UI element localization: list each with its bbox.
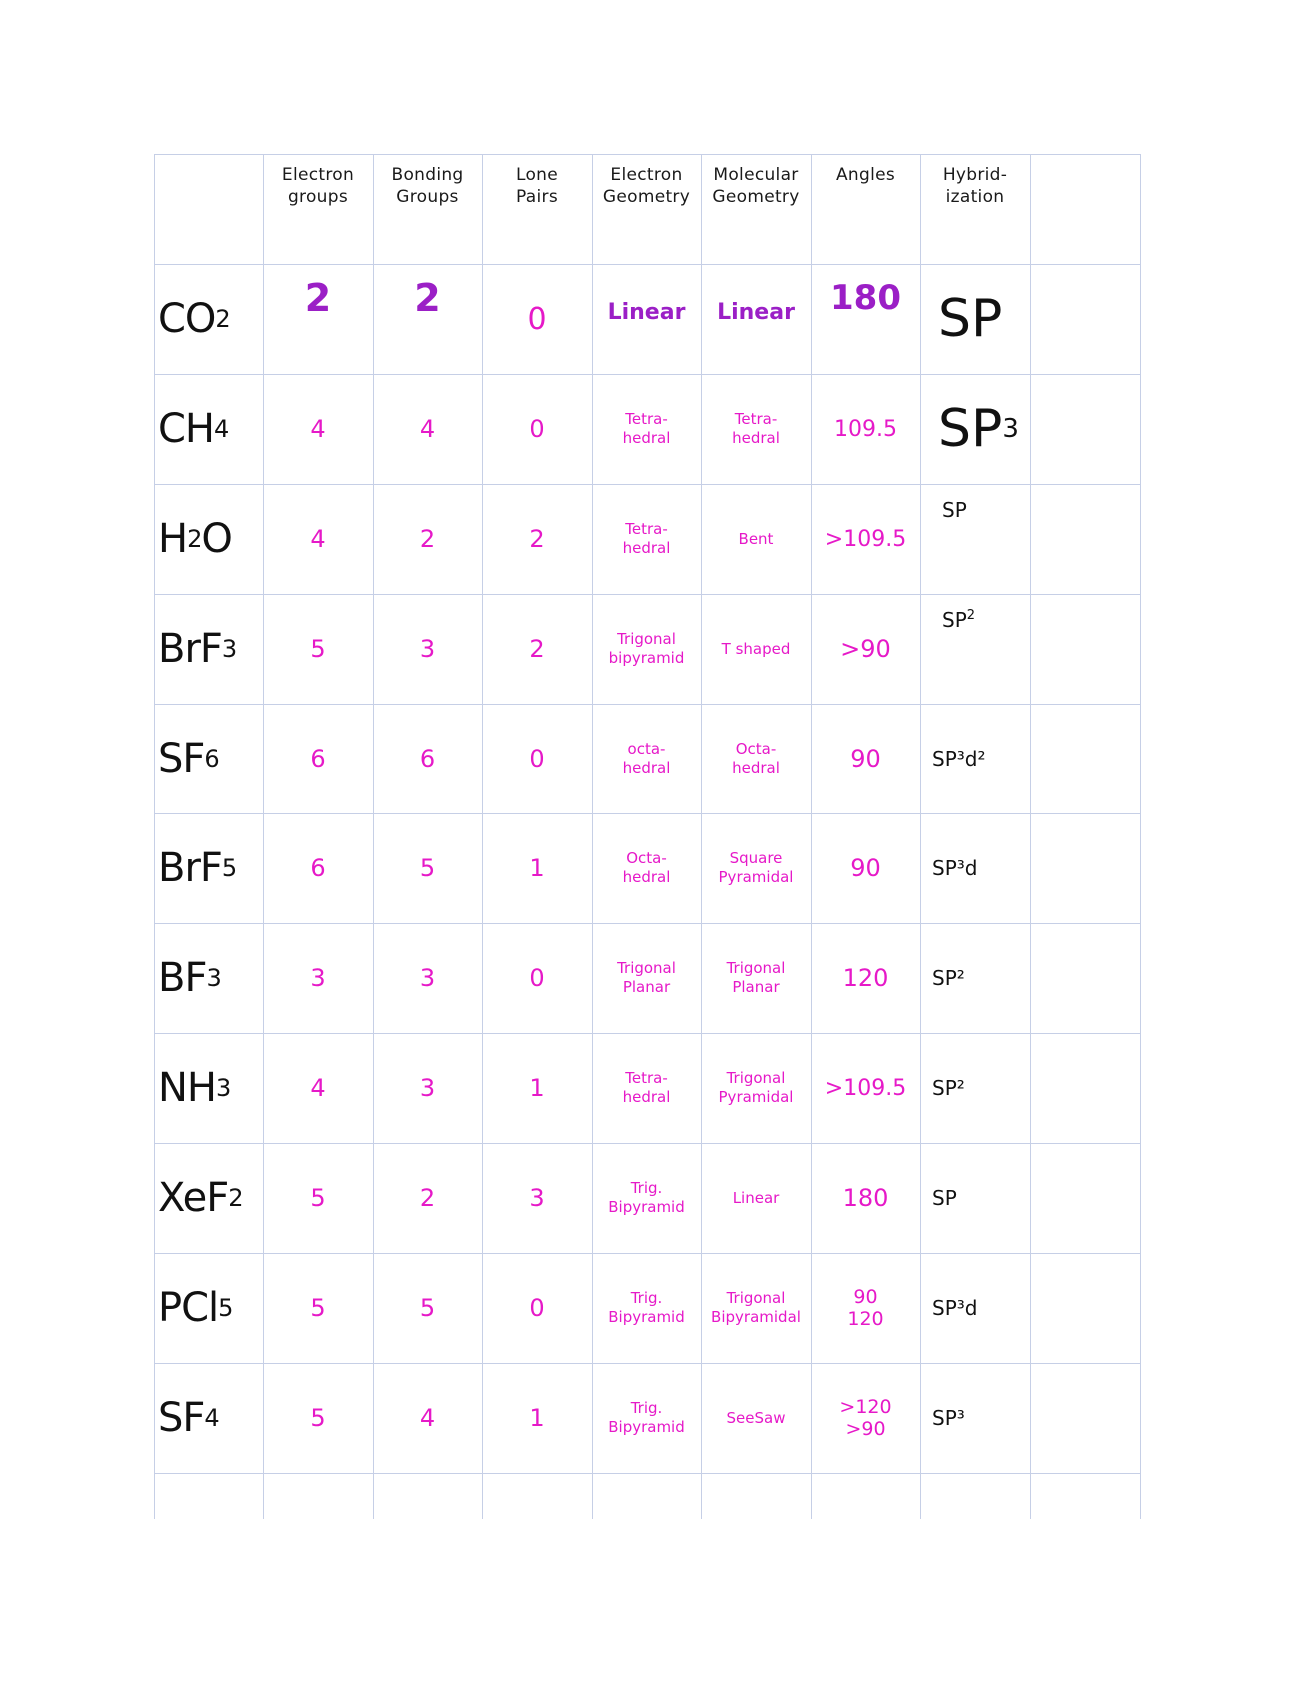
cell-electron-geometry xyxy=(592,1253,701,1363)
hybridization-value: SP xyxy=(932,1186,957,1210)
cell-lone-pairs xyxy=(482,484,592,594)
cell-electron-geometry xyxy=(592,923,701,1033)
angles-value: >109.5 xyxy=(824,526,907,552)
cell-lone-pairs xyxy=(482,594,592,704)
molecular-geometry-value: Square Pyramidal xyxy=(718,849,794,886)
formula-subscript: 2 xyxy=(215,305,230,333)
hybridization-value: SP³d xyxy=(932,1296,978,1320)
bonding-groups-value: 5 xyxy=(419,854,436,882)
hybridization-value: SP² xyxy=(932,966,965,990)
cell-lone-pairs xyxy=(482,923,592,1033)
molecular-geometry-value: Trigonal Bipyramidal xyxy=(711,1289,801,1326)
cell-lone-pairs xyxy=(482,704,592,813)
hybridization-value: SP xyxy=(942,498,967,522)
cell-hybridization xyxy=(920,594,1052,718)
angles-value: >109.5 xyxy=(824,1075,907,1101)
cell-bonding-groups xyxy=(373,374,482,484)
cell-molecular-geometry xyxy=(701,374,811,484)
cell-lone-pairs xyxy=(482,1143,592,1253)
formula-tail: O xyxy=(201,516,232,562)
lone-pairs-value: 1 xyxy=(529,1074,545,1102)
molecular-geometry-value: Trigonal Pyramidal xyxy=(718,1069,794,1106)
cell-angles xyxy=(811,704,920,813)
lone-pairs-value: 3 xyxy=(529,1184,545,1212)
lone-pairs-value: 0 xyxy=(529,1294,545,1322)
formula-base: SF xyxy=(158,735,205,782)
formula-base: CH xyxy=(158,406,215,452)
cell-bonding-groups xyxy=(373,1033,482,1143)
cell-hybridization xyxy=(920,813,1042,923)
molecular-geometry-value: Trigonal Planar xyxy=(726,959,786,996)
cell-molecular-geometry xyxy=(701,594,811,704)
bonding-groups-value: 5 xyxy=(419,1294,436,1322)
cell-bonding-groups xyxy=(373,264,482,386)
cell-angles xyxy=(811,1143,920,1253)
electron-geometry-value: Trig. Bipyramid xyxy=(608,1179,685,1216)
angles-value: 109.5 xyxy=(834,416,897,442)
cell-molecular-geometry xyxy=(701,813,811,923)
cell-molecular-geometry xyxy=(701,484,811,594)
electron-geometry-value: Tetra- hedral xyxy=(622,1069,671,1106)
molecular-geometry-value: Tetra- hedral xyxy=(732,410,780,447)
electron-groups-value: 5 xyxy=(310,1184,326,1212)
cell-angles xyxy=(811,1033,920,1143)
electron-geometry-value: Trigonal Planar xyxy=(617,959,676,996)
angles-value: 180 xyxy=(842,1184,889,1212)
cell-angles xyxy=(811,264,920,388)
formula-base: H xyxy=(158,516,188,562)
cell-electron-groups xyxy=(263,374,373,484)
bonding-groups-value: 6 xyxy=(419,744,436,773)
molecule-formula xyxy=(154,1033,267,1143)
electron-groups-value: 5 xyxy=(310,1294,326,1322)
cell-molecular-geometry xyxy=(701,923,811,1033)
cell-bonding-groups xyxy=(373,923,482,1033)
formula-base: BF xyxy=(158,955,207,1001)
cell-angles xyxy=(811,594,920,704)
lone-pairs-value: 0 xyxy=(527,301,547,337)
cell-electron-geometry xyxy=(592,594,701,704)
formula-subscript: 3 xyxy=(206,964,221,992)
grid-vline xyxy=(1140,154,1141,1519)
bonding-groups-value: 4 xyxy=(419,1404,436,1432)
column-header: Lone Pairs xyxy=(515,165,558,207)
angles-value: >90 xyxy=(840,635,891,663)
grid-hline xyxy=(154,1473,1140,1474)
formula-subscript: 2 xyxy=(228,1184,243,1212)
molecule-formula xyxy=(154,704,267,813)
cell-bonding-groups xyxy=(373,813,482,923)
molecule-formula xyxy=(154,484,267,594)
molecule-formula xyxy=(154,1253,267,1363)
electron-groups-value: 6 xyxy=(310,744,326,773)
electron-geometry-value: Trig. Bipyramid xyxy=(608,1399,685,1436)
molecule-formula xyxy=(154,1363,267,1473)
cell-electron-geometry xyxy=(592,1143,701,1253)
lone-pairs-value: 0 xyxy=(529,964,545,992)
lone-pairs-value: 2 xyxy=(529,525,545,553)
cell-lone-pairs xyxy=(482,1363,592,1473)
electron-groups-value: 6 xyxy=(310,854,326,882)
electron-groups-value: 2 xyxy=(304,276,332,320)
cell-hybridization xyxy=(920,704,1042,813)
cell-angles xyxy=(811,374,920,484)
formula-base: NH xyxy=(158,1065,216,1111)
lone-pairs-value: 1 xyxy=(529,854,545,882)
cell-electron-groups xyxy=(263,1253,373,1363)
cell-electron-geometry xyxy=(592,374,701,484)
lone-pairs-value: 0 xyxy=(529,415,545,443)
cell-electron-geometry xyxy=(592,1363,701,1473)
formula-subscript: 2 xyxy=(187,525,202,553)
electron-groups-value: 3 xyxy=(310,964,326,992)
cell-electron-groups xyxy=(263,1363,373,1473)
molecule-formula xyxy=(154,264,267,374)
angles-value: 90 xyxy=(850,744,881,773)
formula-base: SF xyxy=(158,1395,205,1441)
cell-electron-groups xyxy=(263,704,373,813)
cell-electron-geometry xyxy=(592,1033,701,1143)
molecule-formula xyxy=(154,813,267,923)
electron-groups-value: 5 xyxy=(310,635,326,663)
angles-value: 90 xyxy=(850,854,881,882)
column-header: Angles xyxy=(835,165,896,185)
electron-geometry-value: Trig. Bipyramid xyxy=(608,1289,685,1326)
molecular-geometry-value: Bent xyxy=(738,529,774,548)
molecule-formula xyxy=(154,374,267,484)
hybridization-superscript: 3 xyxy=(1002,414,1019,444)
hybridization-value: SP xyxy=(938,289,1003,349)
formula-base: PCl xyxy=(158,1285,219,1331)
bonding-groups-value: 2 xyxy=(419,525,436,553)
cell-angles xyxy=(811,1253,920,1363)
cell-hybridization xyxy=(920,374,1048,484)
electron-geometry-value: Trigonal bipyramid xyxy=(608,630,685,667)
angles-value: 120 xyxy=(842,964,889,992)
cell-lone-pairs xyxy=(482,374,592,484)
column-header: Hybrid- ization xyxy=(942,165,1008,207)
lone-pairs-value: 0 xyxy=(529,744,545,773)
cell-bonding-groups xyxy=(373,1143,482,1253)
molecule-formula xyxy=(154,923,267,1033)
electron-groups-value: 4 xyxy=(310,525,326,553)
cell-hybridization xyxy=(920,923,1042,1033)
formula-subscript: 4 xyxy=(214,415,229,443)
cell-electron-geometry xyxy=(592,813,701,923)
molecular-geometry-value: Linear xyxy=(717,300,795,325)
cell-angles xyxy=(811,484,920,594)
hybridization-value: SP xyxy=(942,608,967,632)
cell-electron-geometry xyxy=(592,704,701,813)
column-header: Bonding Groups xyxy=(391,165,464,207)
cell-electron-groups xyxy=(263,923,373,1033)
cell-molecular-geometry xyxy=(701,1363,811,1473)
angles-value: 180 xyxy=(830,278,901,318)
column-header: Electron groups xyxy=(281,165,355,207)
cell-electron-groups xyxy=(263,1143,373,1253)
cell-molecular-geometry xyxy=(701,1143,811,1253)
cell-hybridization xyxy=(920,1033,1042,1143)
cell-hybridization xyxy=(920,1143,1042,1253)
electron-geometry-value: Octa- hedral xyxy=(622,849,671,886)
formula-base: CO xyxy=(158,296,216,342)
cell-electron-groups xyxy=(263,1033,373,1143)
cell-hybridization xyxy=(920,484,1052,608)
cell-electron-geometry xyxy=(592,484,701,594)
cell-electron-groups xyxy=(263,484,373,594)
cell-hybridization xyxy=(920,1253,1042,1363)
cell-angles xyxy=(811,923,920,1033)
formula-base: XeF xyxy=(158,1175,229,1221)
angles-value: 90 120 xyxy=(847,1286,884,1330)
cell-angles xyxy=(811,813,920,923)
angles-value: >120 >90 xyxy=(839,1396,892,1440)
electron-geometry-value: Tetra- hedral xyxy=(622,410,671,447)
molecular-geometry-value: SeeSaw xyxy=(726,1408,786,1427)
formula-subscript: 3 xyxy=(216,1074,231,1102)
lone-pairs-value: 2 xyxy=(529,635,545,663)
formula-subscript: 3 xyxy=(221,635,237,663)
hybridization-value: SP³ xyxy=(932,1406,965,1430)
hybridization-value: SP xyxy=(938,399,1003,459)
cell-bonding-groups xyxy=(373,594,482,704)
cell-bonding-groups xyxy=(373,484,482,594)
electron-groups-value: 5 xyxy=(310,1404,326,1432)
cell-lone-pairs xyxy=(482,813,592,923)
cell-lone-pairs xyxy=(482,1253,592,1363)
formula-base: BrF xyxy=(158,626,222,672)
hybridization-value: SP³d xyxy=(932,856,978,880)
electron-geometry-value: Linear xyxy=(607,300,686,325)
cell-electron-groups xyxy=(263,594,373,704)
electron-groups-value: 4 xyxy=(310,415,326,443)
electron-geometry-value: octa- hedral xyxy=(622,739,671,777)
formula-base: BrF xyxy=(158,845,222,891)
worksheet xyxy=(154,154,1140,1519)
bonding-groups-value: 2 xyxy=(414,276,441,320)
cell-bonding-groups xyxy=(373,704,482,813)
hybridization-value: SP³d² xyxy=(932,746,986,771)
hybridization-subscript: 2 xyxy=(966,608,976,623)
cell-bonding-groups xyxy=(373,1363,482,1473)
bonding-groups-value: 3 xyxy=(419,635,436,663)
formula-subscript: 4 xyxy=(204,1404,219,1432)
formula-subscript: 6 xyxy=(204,744,219,773)
cell-molecular-geometry xyxy=(701,704,811,813)
bonding-groups-value: 3 xyxy=(419,1074,436,1102)
molecule-formula xyxy=(154,1143,267,1253)
molecular-geometry-value: Octa- hedral xyxy=(732,739,780,777)
molecular-geometry-value: T shaped xyxy=(721,639,791,658)
formula-subscript: 5 xyxy=(218,1294,233,1322)
cell-molecular-geometry xyxy=(701,1033,811,1143)
lone-pairs-value: 1 xyxy=(529,1404,545,1432)
molecule-formula xyxy=(154,594,267,704)
bonding-groups-value: 4 xyxy=(419,415,436,443)
cell-bonding-groups xyxy=(373,1253,482,1363)
cell-hybridization xyxy=(920,264,1048,374)
molecular-geometry-value: Linear xyxy=(732,1188,780,1207)
formula-subscript: 5 xyxy=(221,854,237,882)
cell-angles xyxy=(811,1363,920,1473)
cell-electron-groups xyxy=(263,813,373,923)
cell-hybridization xyxy=(920,1363,1042,1473)
bonding-groups-value: 3 xyxy=(419,964,436,992)
cell-lone-pairs xyxy=(482,264,592,374)
column-header: Electron Geometry xyxy=(602,165,691,207)
electron-groups-value: 4 xyxy=(310,1074,326,1102)
bonding-groups-value: 2 xyxy=(419,1184,436,1212)
column-header: Molecular Geometry xyxy=(712,165,800,207)
cell-molecular-geometry xyxy=(701,1253,811,1363)
hybridization-value: SP² xyxy=(932,1076,965,1100)
cell-electron-groups xyxy=(263,264,373,386)
cell-lone-pairs xyxy=(482,1033,592,1143)
electron-geometry-value: Tetra- hedral xyxy=(622,520,671,557)
